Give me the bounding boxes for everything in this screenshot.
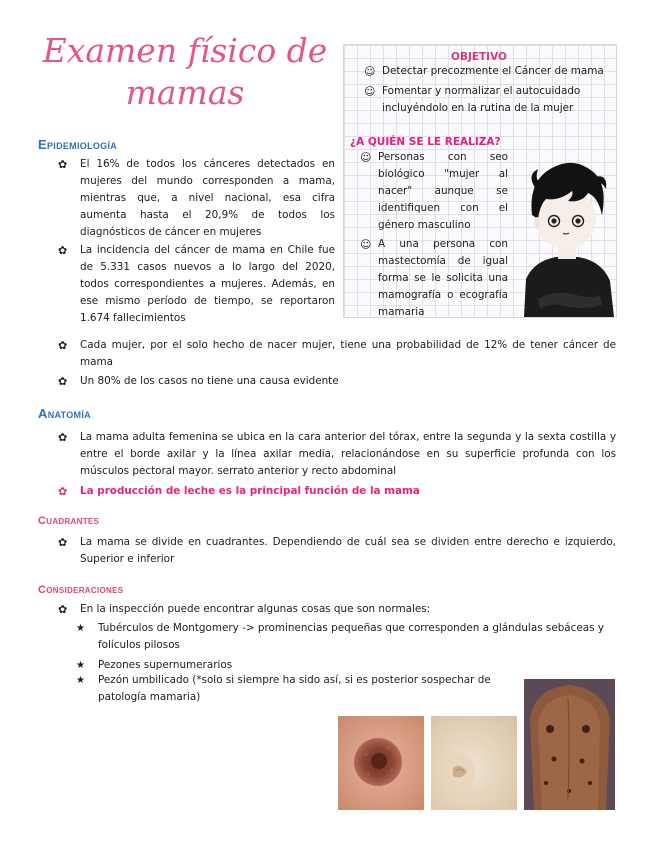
objective-item: ☺ Detectar precozmente el Cáncer de mama: [364, 65, 604, 78]
flower-bullet-icon: ✿: [58, 339, 68, 352]
boy-illustration: [516, 149, 616, 317]
section-heading-anatomia: Anatomía: [38, 406, 91, 421]
montgomery-tubercles-photo: [338, 716, 424, 810]
objective-list: [362, 63, 610, 117]
who-list: [358, 149, 508, 321]
list-item: ✿ La mama adulta femenina se ubica en la cara anterior del tórax, entre la segunda y la sexta costilla y entre el borde axilar y la línea axilar media, relacionándose en su superficie profunda con los músculos pectoral mayor. serrato anterior y recto abdominal: [58, 431, 616, 477]
cuadrantes-list: [58, 534, 616, 568]
star-icon: ★: [76, 660, 85, 671]
smiley-icon: ☺: [360, 151, 372, 164]
list-item: ✿ Cada mujer, por el solo hecho de nacer mujer, tiene una probabilidad de 12% de tener cáncer de mama: [58, 339, 616, 368]
list-item: ✿ En la inspección puede encontrar algunas cosas que son normales:: [58, 603, 431, 616]
list-item-highlight: ✿ La producción de leche es la principal función de la mama: [58, 485, 420, 498]
flower-bullet-icon: ✿: [58, 603, 68, 616]
list-item: ✿ El 16% de todos los cánceres detectados en mujeres del mundo corresponden a mama, mientras que, a nivel nacional, esa cifra aumenta hasta el 20,9% de todos los diagnósticos de cáncer en mujeres: [58, 158, 335, 238]
umbilicated-nipple-photo: [431, 716, 517, 810]
title-line-2: mamas: [125, 73, 245, 112]
consideraciones-sublist-a: [76, 620, 616, 674]
anatomia-list: [58, 429, 616, 500]
smiley-icon: ☺: [364, 85, 376, 98]
flower-bullet-icon: ✿: [58, 244, 68, 257]
sub-list-item: ★ Pezones supernumerarios: [76, 657, 616, 674]
list-item: ✿ La incidencia del cáncer de mama en Chile fue de 5.331 casos nuevos a lo largo del 2020, todos correspondientes a mujeres. Además, en ese mismo período de tiempo, se reportaron 1.674 fallecimientos: [58, 244, 335, 324]
who-item: ☺ Personas con seo biológico "mujer al nacer" aunque se identifiquen con el género masculino: [360, 151, 508, 231]
flower-bullet-icon: ✿: [58, 536, 68, 549]
smiley-icon: ☺: [364, 65, 376, 78]
sub-list-item: ★ Tubérculos de Montgomery -> prominencias pequeñas que corresponden a glándulas sebáceas y folículos pilosos: [76, 622, 605, 651]
supernumerary-nipples-photo: [524, 679, 615, 810]
epidemiologia-list-b: [58, 337, 616, 390]
consideraciones-list: [58, 601, 616, 618]
flower-bullet-icon: ✿: [58, 375, 68, 388]
flower-bullet-icon: ✿: [58, 431, 68, 444]
section-heading-epidemiologia: Epidemiología: [38, 137, 118, 152]
objective-item: ☺ Fomentar y normalizar el autocuidado incluyéndolo en la rutina de la mujer: [364, 85, 581, 114]
flower-bullet-icon: ✿: [58, 158, 68, 171]
objective-title: OBJETIVO: [451, 51, 507, 63]
page-title: [40, 30, 330, 114]
flower-bullet-icon: ✿: [58, 485, 68, 498]
who-item: ☺ A una persona con mastectomía de igual forma se le solicita una mamografía o ecografía mamaria: [360, 238, 508, 318]
section-heading-cuadrantes: Cuadrantes: [38, 515, 100, 527]
title-line-1: Examen físico de: [42, 31, 328, 70]
epidemiologia-list-a: [58, 156, 335, 327]
consideraciones-sublist-b: [76, 672, 516, 706]
star-icon: ★: [76, 675, 85, 686]
list-item: ✿ Un 80% de los casos no tiene una causa evidente: [58, 375, 339, 388]
list-item: ✿ La mama se divide en cuadrantes. Dependiendo de cuál sea se dividen entre derecho e izquierdo, Superior e inferior: [58, 536, 616, 565]
who-title: ¿A QUIÉN SE LE REALIZA?: [350, 136, 501, 148]
star-icon: ★: [76, 623, 85, 634]
sub-list-item: ★ Pezón umbilicado (*solo si siempre ha sido así, si es posterior sospechar de patología mamaria): [76, 674, 491, 703]
section-heading-consideraciones: Consideraciones: [38, 584, 124, 596]
smiley-icon: ☺: [360, 238, 372, 251]
objective-card: [343, 44, 617, 318]
